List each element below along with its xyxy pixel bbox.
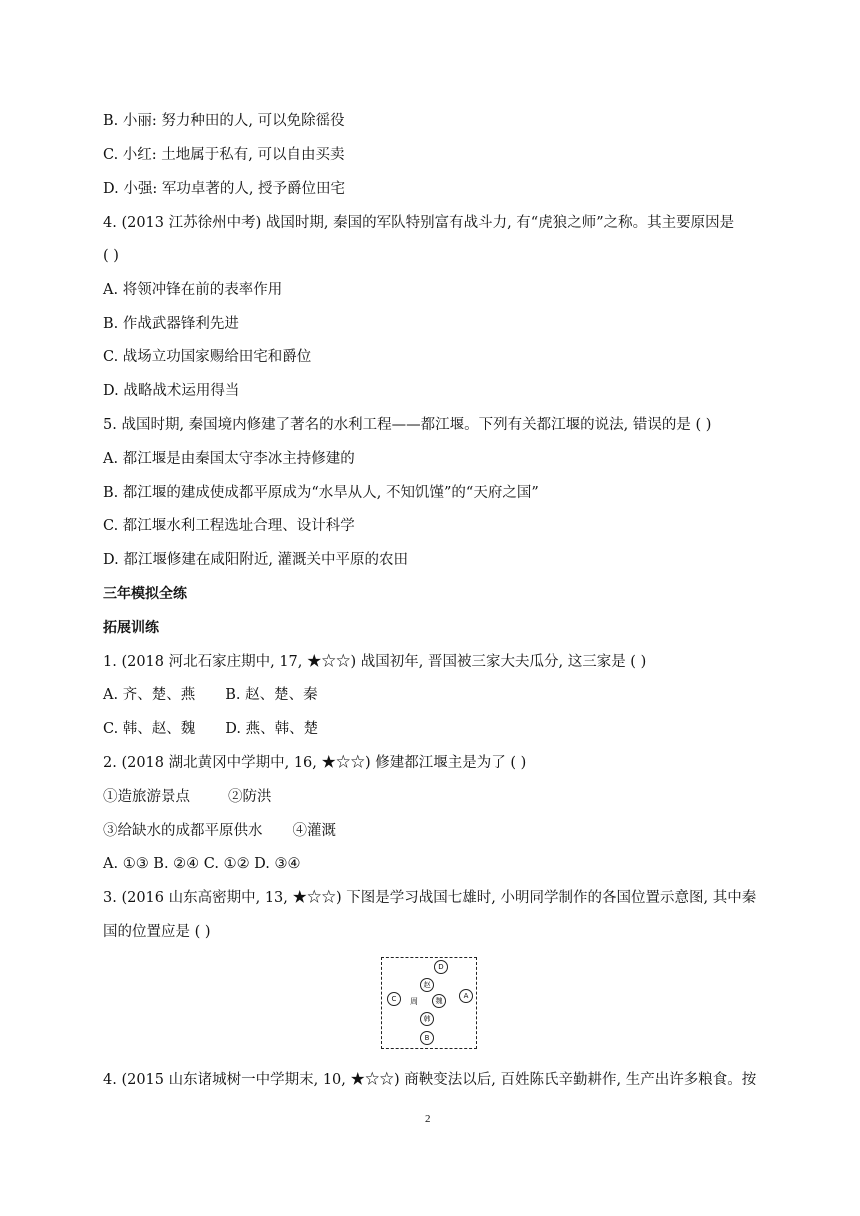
option-d: D. 燕、韩、楚: [225, 721, 319, 737]
option-c: C. 都江堰水利工程选址合理、设计科学: [103, 518, 355, 534]
question-2: 2. (2018 湖北黄冈中学期中, 16, ★☆☆) 修建都江堰主是为了 ( ): [103, 755, 527, 771]
question-1: 1. (2018 河北石家庄期中, 17, ★☆☆) 战国初年, 晋国被三家大夫瓜分, 这三家是 ( ): [103, 654, 647, 670]
statement-1: ①造旅游景点: [103, 789, 190, 805]
options-row: [103, 686, 318, 704]
option-b: B. 都江堰的建成使成都平原成为“水旱从人, 不知饥馑”的“天府之国”: [103, 485, 539, 501]
section-heading: 三年模拟全练: [103, 586, 187, 602]
marker-a: A: [459, 989, 473, 1003]
statement-4: ④灌溉: [292, 823, 336, 839]
option-d: D. 都江堰修建在咸阳附近, 灌溉关中平原的农田: [103, 552, 409, 568]
marker-d: D: [434, 960, 448, 974]
page-number: 2: [425, 1113, 431, 1125]
question-3-cont: 国的位置应是 ( ): [103, 924, 211, 940]
option-b: B. 作战武器锋利先进: [103, 316, 239, 332]
state-wei: 魏: [432, 994, 446, 1008]
statements-row: [103, 822, 336, 840]
option-d-xiaoqiang: D. 小强: 军功卓著的人, 授予爵位田宅: [103, 181, 346, 197]
option-a: A. 齐、楚、燕: [103, 687, 196, 703]
option-c: C. 韩、赵、魏: [103, 721, 196, 737]
options-row: [103, 720, 318, 738]
marker-c: C: [387, 992, 401, 1006]
question-4-next: 4. (2015 山东诸城树一中学期末, 10, ★☆☆) 商鞅变法以后, 百姓陈氏辛勤耕作, 生产出许多粮食。按: [103, 1072, 757, 1088]
statements-row: [103, 788, 272, 806]
state-han: 韩: [420, 1012, 434, 1026]
option-a: A. 将领冲锋在前的表率作用: [103, 282, 283, 298]
option-c: C. 战场立功国家赐给田宅和爵位: [103, 349, 312, 365]
options-row: A. ①③ B. ②④ C. ①② D. ③④: [103, 856, 301, 872]
question-3: 3. (2016 山东高密期中, 13, ★☆☆) 下图是学习战国七雄时, 小明同学制作的各国位置示意图, 其中秦: [103, 890, 757, 906]
option-b-xiaoli: B. 小丽: 努力种田的人, 可以免除徭役: [103, 113, 345, 129]
question-4: 4. (2013 江苏徐州中考) 战国时期, 秦国的军队特别富有战斗力, 有“虎狼之师”之称。其主要原因是: [103, 215, 735, 231]
option-c-xiaohong: C. 小红: 土地属于私有, 可以自由买卖: [103, 147, 345, 163]
state-zhao: 赵: [420, 978, 434, 992]
statement-3: ③给缺水的成都平原供水: [103, 823, 263, 839]
states-position-diagram: [381, 957, 477, 1049]
question-5: 5. 战国时期, 秦国境内修建了著名的水利工程——都江堰。下列有关都江堰的说法, 错误的是 ( ): [103, 417, 712, 433]
option-b: B. 赵、楚、秦: [225, 687, 318, 703]
option-a: A. 都江堰是由秦国太守李冰主持修建的: [103, 451, 355, 467]
option-d: D. 战略战术运用得当: [103, 383, 240, 399]
answer-blank: ( ): [103, 248, 119, 264]
zhou-label: 周: [410, 997, 418, 1006]
subsection-heading: 拓展训练: [103, 620, 159, 636]
statement-2: ②防洪: [228, 789, 272, 805]
marker-b: B: [420, 1031, 434, 1045]
